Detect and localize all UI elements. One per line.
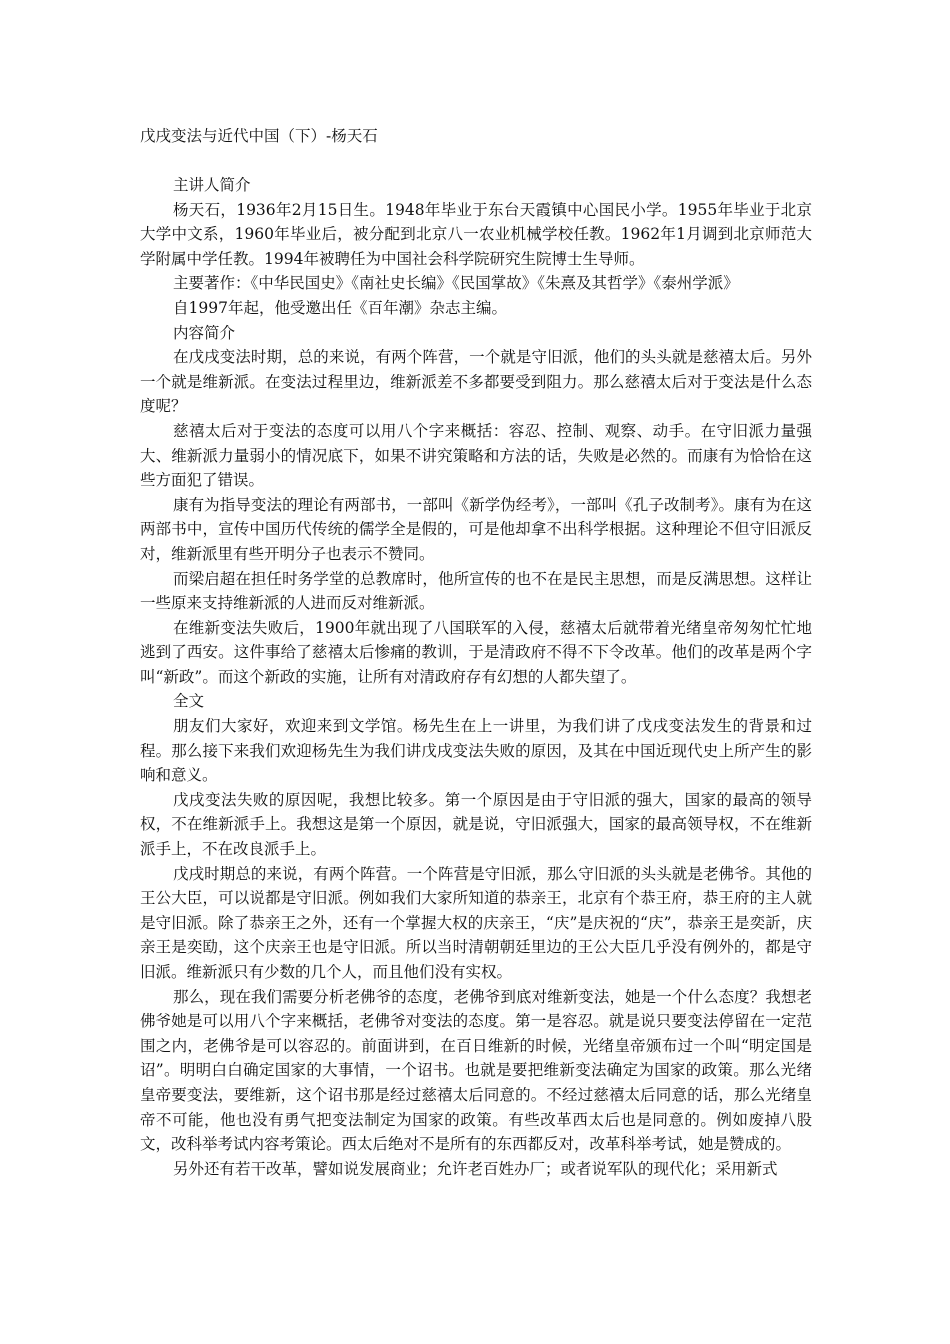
section-heading-fulltext: 全文 [173,692,205,711]
fulltext-paragraph-5: 另外还有若干改革，譬如说发展商业；允许老百姓办厂；或者说军队的现代化；采用新式 [173,1159,778,1178]
document-title: 戊戌变法与近代中国（下）-杨天石 [140,127,378,145]
speaker-editor-paragraph: 自1997年起，他受邀出任《百年潮》杂志主编。 [173,298,507,317]
summary-paragraph-5: 在维新变法失败后，1900年就出现了八国联军的入侵，慈禧太后就带着光绪皇帝匆匆忙忙地逃到了西安。这件事给了慈禧太后惨痛的教训，于是清政府不得不下令改革。他们的改革是两个字叫“新政”。而这个新政的实施，让所有对清政府存有幻想的人都失望了。 [140,618,812,686]
fulltext-paragraph-4: 那么，现在我们需要分析老佛爷的态度，老佛爷到底对维新变法，她是一个什么态度？我想老佛爷她是可以用八个字来概括，老佛爷对变法的态度。第一是容忍。就是说只要变法停留在一定范围之内，老佛爷是可以容忍的。前面讲到，在百日维新的时候，光绪皇帝颁布过一个叫“明定国是诏”。明明白白确定国家的大事情，一个诏书。也就是要把维新变法确定为国家的政策。那么光绪皇帝要变法，要维新，这个诏书那是经过慈禧太后同意的。不经过慈禧太后同意的话，那么光绪皇帝不可能，他也没有勇气把变法制定为国家的政策。有些改革西太后也是同意的。例如废掉八股文，改科举考试内容考策论。西太后绝对不是所有的东西都反对，改革科举考试，她是赞成的。 [140,987,812,1154]
speaker-works-paragraph: 主要著作：《中华民国史》《南社史长编》《民国掌故》《朱熹及其哲学》《泰州学派》 [173,274,739,293]
fulltext-paragraph-2: 戊戌变法失败的原因呢，我想比较多。第一个原因是由于守旧派的强大，国家的最高的领导权，不在维新派手上。我想这是第一个原因，就是说，守旧派强大，国家的最高领导权，不在维新派手上，不在改良派手上。 [140,790,812,859]
summary-paragraph-4: 而梁启超在担任时务学堂的总教席时，他所宣传的也不在是民主思想，而是反满思想。这样让一些原来支持维新派的人进而反对维新派。 [140,569,812,613]
fulltext-paragraph-1: 朋友们大家好，欢迎来到文学馆。杨先生在上一讲里，为我们讲了戊戌变法发生的背景和过程。那么接下来我们欢迎杨先生为我们讲戊戌变法失败的原因，及其在中国近现代史上所产生的影响和意义。 [140,717,812,785]
summary-paragraph-3: 康有为指导变法的理论有两部书，一部叫《新学伪经考》，一部叫《孔子改制考》。康有为在这两部书中，宣传中国历代传统的儒学全是假的，可是他却拿不出科学根据。这种理论不但守旧派反对，维新派里有些开明分子也表示不赞同。 [140,495,812,563]
summary-paragraph-1: 在戊戌变法时期，总的来说，有两个阵营，一个就是守旧派，他们的头头就是慈禧太后。另外一个就是维新派。在变法过程里边，维新派差不多都要受到阻力。那么慈禧太后对于变法是什么态度呢？ [140,348,812,416]
speaker-bio-paragraph: 杨天石，1936年2月15日生。1948年毕业于东台天霞镇中心国民小学。1955年毕业于北京大学中文系，1960年毕业后，被分配到北京八一农业机械学校任教。1962年1月调到北京师范大学附属中学任教。1994年被聘任为中国社会科学院研究生院博士生导师。 [140,200,812,268]
fulltext-paragraph-3: 戊戌时期总的来说，有两个阵营。一个阵营是守旧派，那么守旧派的头头就是老佛爷。其他的王公大臣，可以说都是守旧派。例如我们大家所知道的恭亲王，北京有个恭王府，恭王府的主人就是守旧派。除了恭亲王之外，还有一个掌握大权的庆亲王，“庆”是庆祝的“庆”，恭亲王是奕訢，庆亲王是奕劻，这个庆亲王也是守旧派。所以当时清朝朝廷里边的王公大臣几乎没有例外的，都是守旧派。维新派只有少数的几个人，而且他们没有实权。 [140,864,812,981]
section-heading-summary: 内容简介 [173,323,236,342]
document-page [140,124,812,1181]
section-heading-speaker: 主讲人简介 [173,176,251,194]
summary-paragraph-2: 慈禧太后对于变法的态度可以用八个字来概括：容忍、控制、观察、动手。在守旧派力量强大、维新派力量弱小的情况底下，如果不讲究策略和方法的话，失败是必然的。而康有为恰恰在这些方面犯了错误。 [140,421,812,490]
